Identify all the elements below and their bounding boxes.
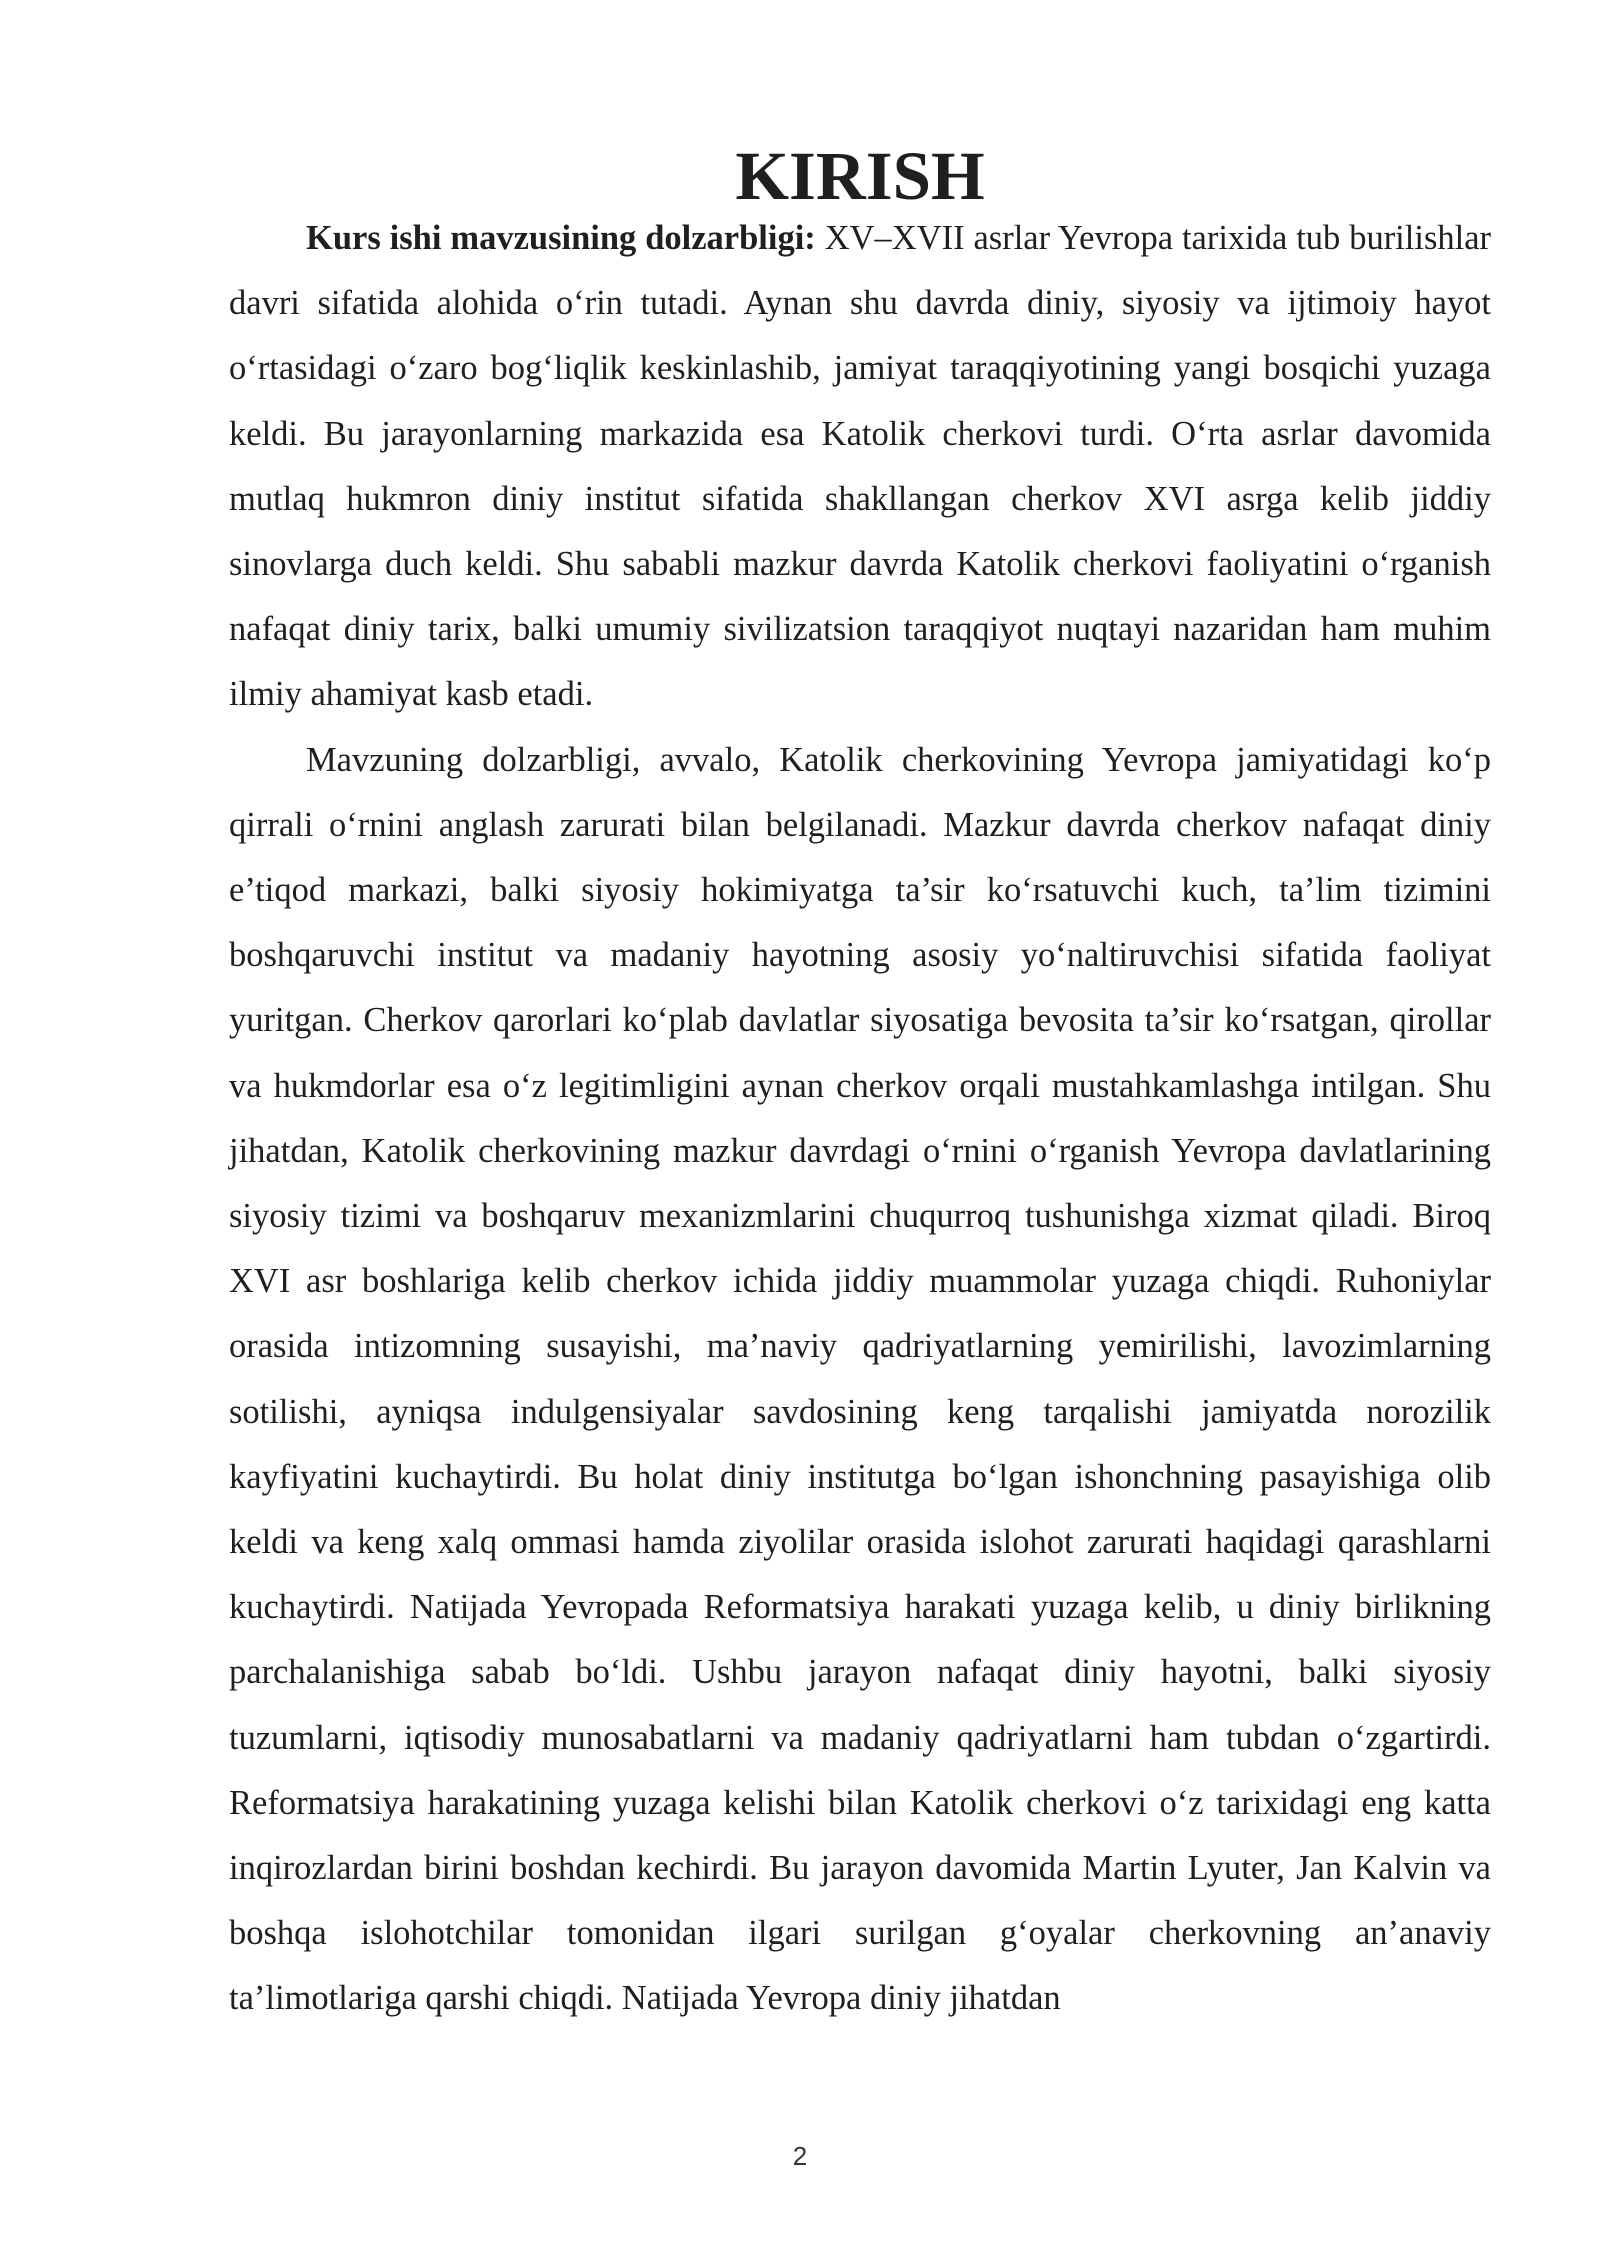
section-heading: KIRISH [735,138,985,214]
page-number: 2 [792,2141,808,2171]
paragraph-relevance-intro [229,206,1491,728]
paragraph-text: Mavzuning dolzarbligi, avvalo, Katolik cherkovining Yevropa jamiyatidagi ko‘p qirrali o‘rnini anglash zarurati bilan belgilanadi. Mazkur davrda cherkov nafaqat diniy e’tiqod markazi, balki siyosiy hokimiyatga ta’sir ko‘rsatuvchi kuch, ta’lim tizimini boshqaruvchi institut va madaniy hayotning asosiy yo‘naltiruvchisi sifatida faoliyat yuritgan. Cherkov qarorlari ko‘plab davlatlar siyosatiga bevosita ta’sir ko‘rsatgan, qirollar va hukmdorlar esa o‘z legitimligini aynan cherkov orqali mustahkamlashga intilgan. Shu jihatdan, Katolik cherkovining mazkur davrdagi o‘rnini o‘rganish Yevropa davlatlarining siyosiy tizimi va boshqaruv mexanizmlarini chuqurroq tushunishga xizmat qiladi. Biroq XVI asr boshlariga kelib cherkov ichida jiddiy muammolar yuzaga chiqdi. Ruhoniylar orasida intizomning susayishi, ma’naviy qadriyatlarning yemirilishi, lavozimlarning sotilishi, ayniqsa indulgensiyalar savdosining keng tarqalishi jamiyatda norozilik kayfiyatini kuchaytirdi. Bu holat diniy institutga bo‘lgan ishonchning pasayishiga olib keldi va keng xalq ommasi hamda ziyolilar orasida islohot zarurati haqidagi qarashlarni kuchaytirdi. Natijada Yevropada Reformatsiya harakati yuzaga kelib, u diniy birlikning parchalanishiga sabab bo‘ldi. Ushbu jarayon nafaqat diniy hayotni, balki siyosiy tuzumlarni, iqtisodiy munosabatlarni va madaniy qadriyatlarni ham tubdan o‘zgartirdi. Reformatsiya harakatining yuzaga kelishi bilan Katolik cherkovi o‘z tarixidagi eng katta inqirozlardan birini boshdan kechirdi. Bu jarayon davomida Martin Lyuter, Jan Kalvin va boshqa islohotchilar tomonidan ilgari surilgan g‘oyalar cherkovning an’anaviy ta’limotlariga qarshi chiqdi. Natijada Yevropa diniy jihatdan [229,740,1491,2018]
paragraph-relevance-detail [229,728,1491,2032]
page-body [229,138,1492,2032]
paragraph-text: XV–XVII asrlar Yevropa tarixida tub burilishlar davri sifatida alohida o‘rin tutadi. Aynan shu davrda diniy, siyosiy va ijtimoiy hayot o‘rtasidagi o‘zaro bog‘liqlik keskinlashib, jamiyat taraqqiyotining yangi bosqichi yuzaga keldi. Bu jarayonlarning markazida esa Katolik cherkovi turdi. O‘rta asrlar davomida mutlaq hukmron diniy institut sifatida shakllangan cherkov XVI asrga kelib jiddiy sinovlarga duch keldi. Shu sababli mazkur davrda Katolik cherkovi faoliyatini o‘rganish nafaqat diniy tarix, balki umumiy sivilizatsion taraqqiyot nuqtayi nazaridan ham muhim ilmiy ahamiyat kasb etadi. [229,219,1492,714]
paragraph-lead: Kurs ishi mavzusining dolzarbligi: [306,219,816,257]
